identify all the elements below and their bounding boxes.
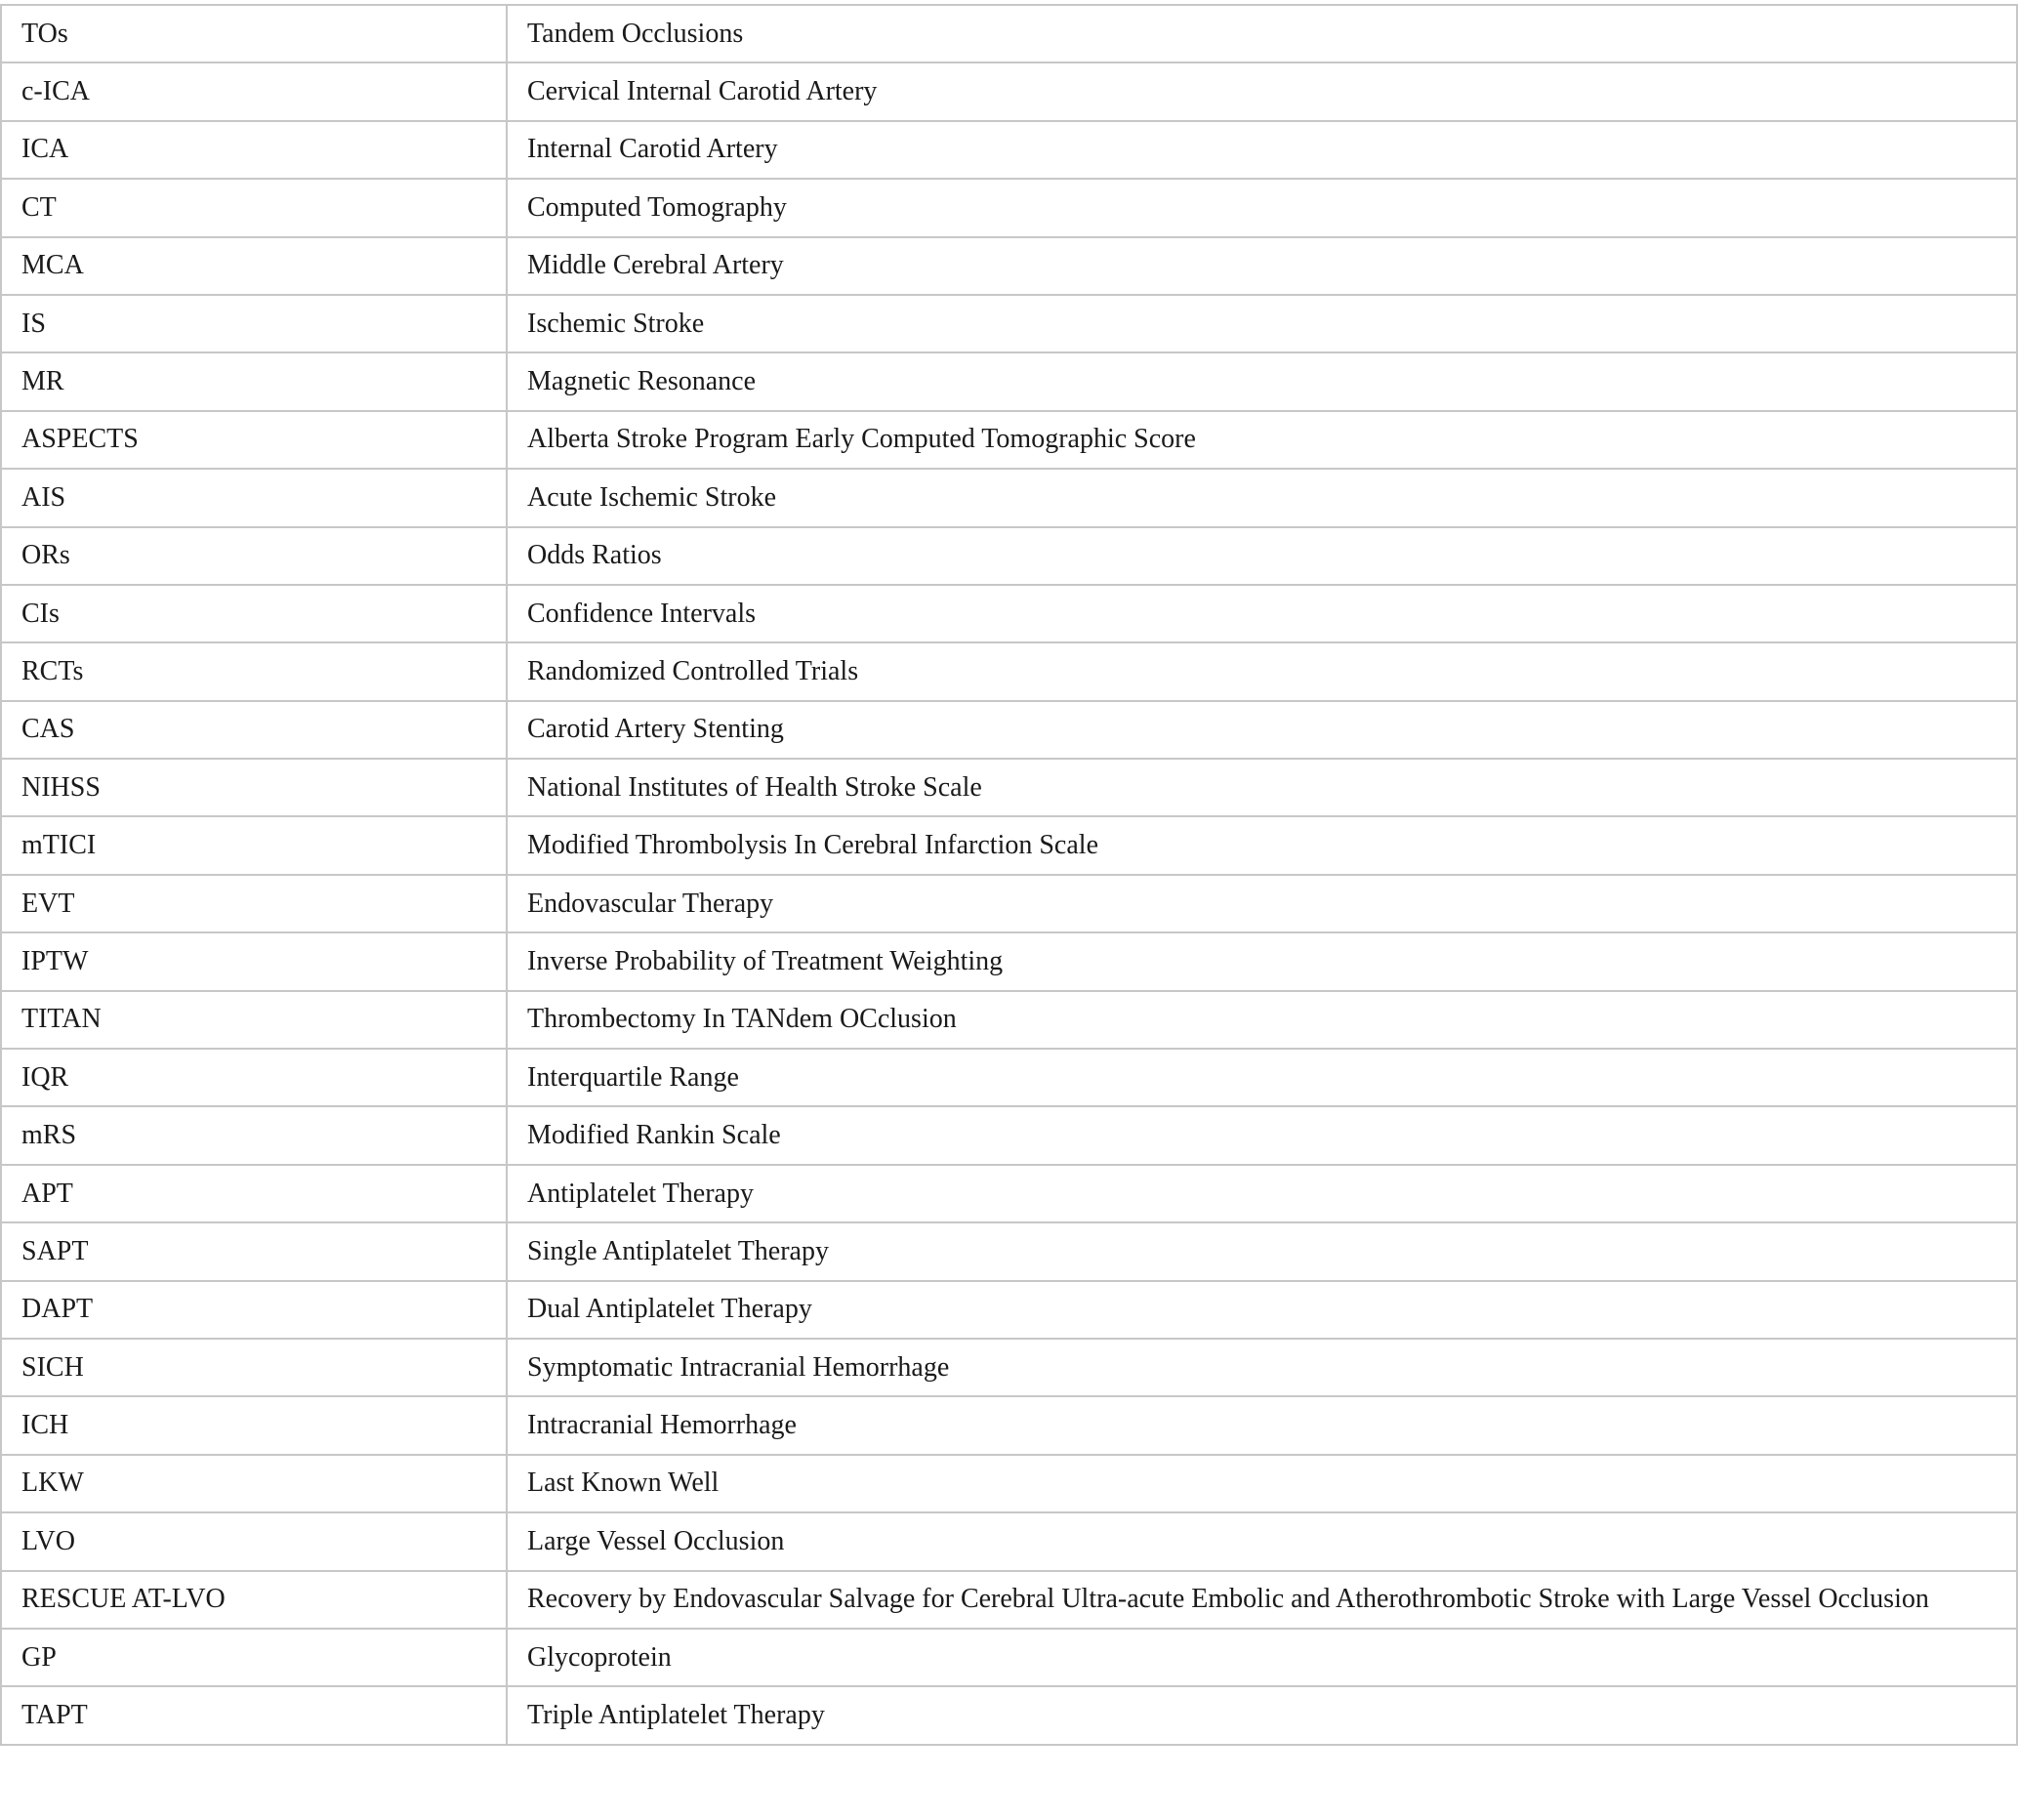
- abbreviation-cell: TOs: [1, 5, 507, 62]
- table-row: [1, 295, 2017, 352]
- definition-cell: Last Known Well: [507, 1455, 2017, 1512]
- definition-cell: Thrombectomy In TANdem OCclusion: [507, 991, 2017, 1049]
- table-row: [1, 1049, 2017, 1106]
- table-row: [1, 62, 2017, 120]
- table-row: [1, 1281, 2017, 1339]
- abbreviation-cell: LKW: [1, 1455, 507, 1512]
- abbreviation-cell: SAPT: [1, 1222, 507, 1280]
- abbreviation-cell: NIHSS: [1, 759, 507, 816]
- abbreviation-cell: GP: [1, 1629, 507, 1686]
- definition-cell: Alberta Stroke Program Early Computed Tomographic Score: [507, 411, 2017, 469]
- definition-cell: Interquartile Range: [507, 1049, 2017, 1106]
- definition-cell: Glycoprotein: [507, 1629, 2017, 1686]
- definition-cell: Confidence Intervals: [507, 585, 2017, 642]
- definition-cell: Odds Ratios: [507, 527, 2017, 585]
- definition-cell: Ischemic Stroke: [507, 295, 2017, 352]
- abbreviation-cell: ORs: [1, 527, 507, 585]
- definition-cell: Computed Tomography: [507, 179, 2017, 236]
- table-row: [1, 759, 2017, 816]
- definition-cell: Internal Carotid Artery: [507, 121, 2017, 179]
- abbreviation-cell: APT: [1, 1165, 507, 1222]
- definition-cell: Dual Antiplatelet Therapy: [507, 1281, 2017, 1339]
- table-row: [1, 1571, 2017, 1629]
- abbreviation-cell: TAPT: [1, 1686, 507, 1744]
- table-row: [1, 585, 2017, 642]
- abbreviation-cell: MCA: [1, 237, 507, 295]
- abbreviation-cell: c-ICA: [1, 62, 507, 120]
- definition-cell: Recovery by Endovascular Salvage for Cerebral Ultra-acute Embolic and Atherothrombotic Stroke with Large Vessel Occlusion: [507, 1571, 2017, 1629]
- table-row: [1, 121, 2017, 179]
- abbreviation-cell: LVO: [1, 1512, 507, 1570]
- abbreviation-cell: mRS: [1, 1106, 507, 1164]
- definition-cell: Carotid Artery Stenting: [507, 701, 2017, 759]
- table-row: [1, 237, 2017, 295]
- abbreviation-cell: EVT: [1, 875, 507, 932]
- definition-cell: Triple Antiplatelet Therapy: [507, 1686, 2017, 1744]
- table-row: [1, 875, 2017, 932]
- abbreviation-cell: CT: [1, 179, 507, 236]
- definition-cell: Middle Cerebral Artery: [507, 237, 2017, 295]
- table-row: [1, 5, 2017, 62]
- abbreviation-cell: mTICI: [1, 816, 507, 874]
- table-row: [1, 1106, 2017, 1164]
- definition-cell: Randomized Controlled Trials: [507, 642, 2017, 700]
- abbreviation-cell: ICA: [1, 121, 507, 179]
- table-row: [1, 1339, 2017, 1396]
- table-row: [1, 411, 2017, 469]
- abbreviation-cell: ASPECTS: [1, 411, 507, 469]
- table-row: [1, 816, 2017, 874]
- definition-cell: Modified Rankin Scale: [507, 1106, 2017, 1164]
- abbreviation-cell: RCTs: [1, 642, 507, 700]
- definition-cell: Antiplatelet Therapy: [507, 1165, 2017, 1222]
- definition-cell: Intracranial Hemorrhage: [507, 1396, 2017, 1454]
- table-row: [1, 1512, 2017, 1570]
- definition-cell: Magnetic Resonance: [507, 352, 2017, 410]
- definition-cell: Cervical Internal Carotid Artery: [507, 62, 2017, 120]
- definition-cell: Tandem Occlusions: [507, 5, 2017, 62]
- abbreviation-cell: IQR: [1, 1049, 507, 1106]
- abbreviation-cell: MR: [1, 352, 507, 410]
- table-row: [1, 701, 2017, 759]
- table-row: [1, 991, 2017, 1049]
- definition-cell: Acute Ischemic Stroke: [507, 469, 2017, 526]
- table-row: [1, 932, 2017, 990]
- abbreviations-table-body: [1, 5, 2017, 1745]
- definition-cell: Inverse Probability of Treatment Weighting: [507, 932, 2017, 990]
- table-row: [1, 1455, 2017, 1512]
- definition-cell: Large Vessel Occlusion: [507, 1512, 2017, 1570]
- abbreviation-cell: ICH: [1, 1396, 507, 1454]
- table-row: [1, 179, 2017, 236]
- abbreviation-cell: TITAN: [1, 991, 507, 1049]
- table-row: [1, 469, 2017, 526]
- abbreviation-cell: SICH: [1, 1339, 507, 1396]
- abbreviation-cell: AIS: [1, 469, 507, 526]
- table-row: [1, 1222, 2017, 1280]
- abbreviation-cell: IPTW: [1, 932, 507, 990]
- table-row: [1, 1165, 2017, 1222]
- abbreviation-cell: DAPT: [1, 1281, 507, 1339]
- definition-cell: Single Antiplatelet Therapy: [507, 1222, 2017, 1280]
- definition-cell: National Institutes of Health Stroke Scale: [507, 759, 2017, 816]
- abbreviation-cell: CIs: [1, 585, 507, 642]
- abbreviation-cell: CAS: [1, 701, 507, 759]
- table-row: [1, 527, 2017, 585]
- table-row: [1, 1629, 2017, 1686]
- table-row: [1, 1686, 2017, 1744]
- abbreviations-table: [0, 4, 2018, 1746]
- abbreviation-cell: RESCUE AT-LVO: [1, 1571, 507, 1629]
- table-row: [1, 642, 2017, 700]
- abbreviation-cell: IS: [1, 295, 507, 352]
- definition-cell: Modified Thrombolysis In Cerebral Infarction Scale: [507, 816, 2017, 874]
- table-row: [1, 352, 2017, 410]
- table-row: [1, 1396, 2017, 1454]
- definition-cell: Symptomatic Intracranial Hemorrhage: [507, 1339, 2017, 1396]
- definition-cell: Endovascular Therapy: [507, 875, 2017, 932]
